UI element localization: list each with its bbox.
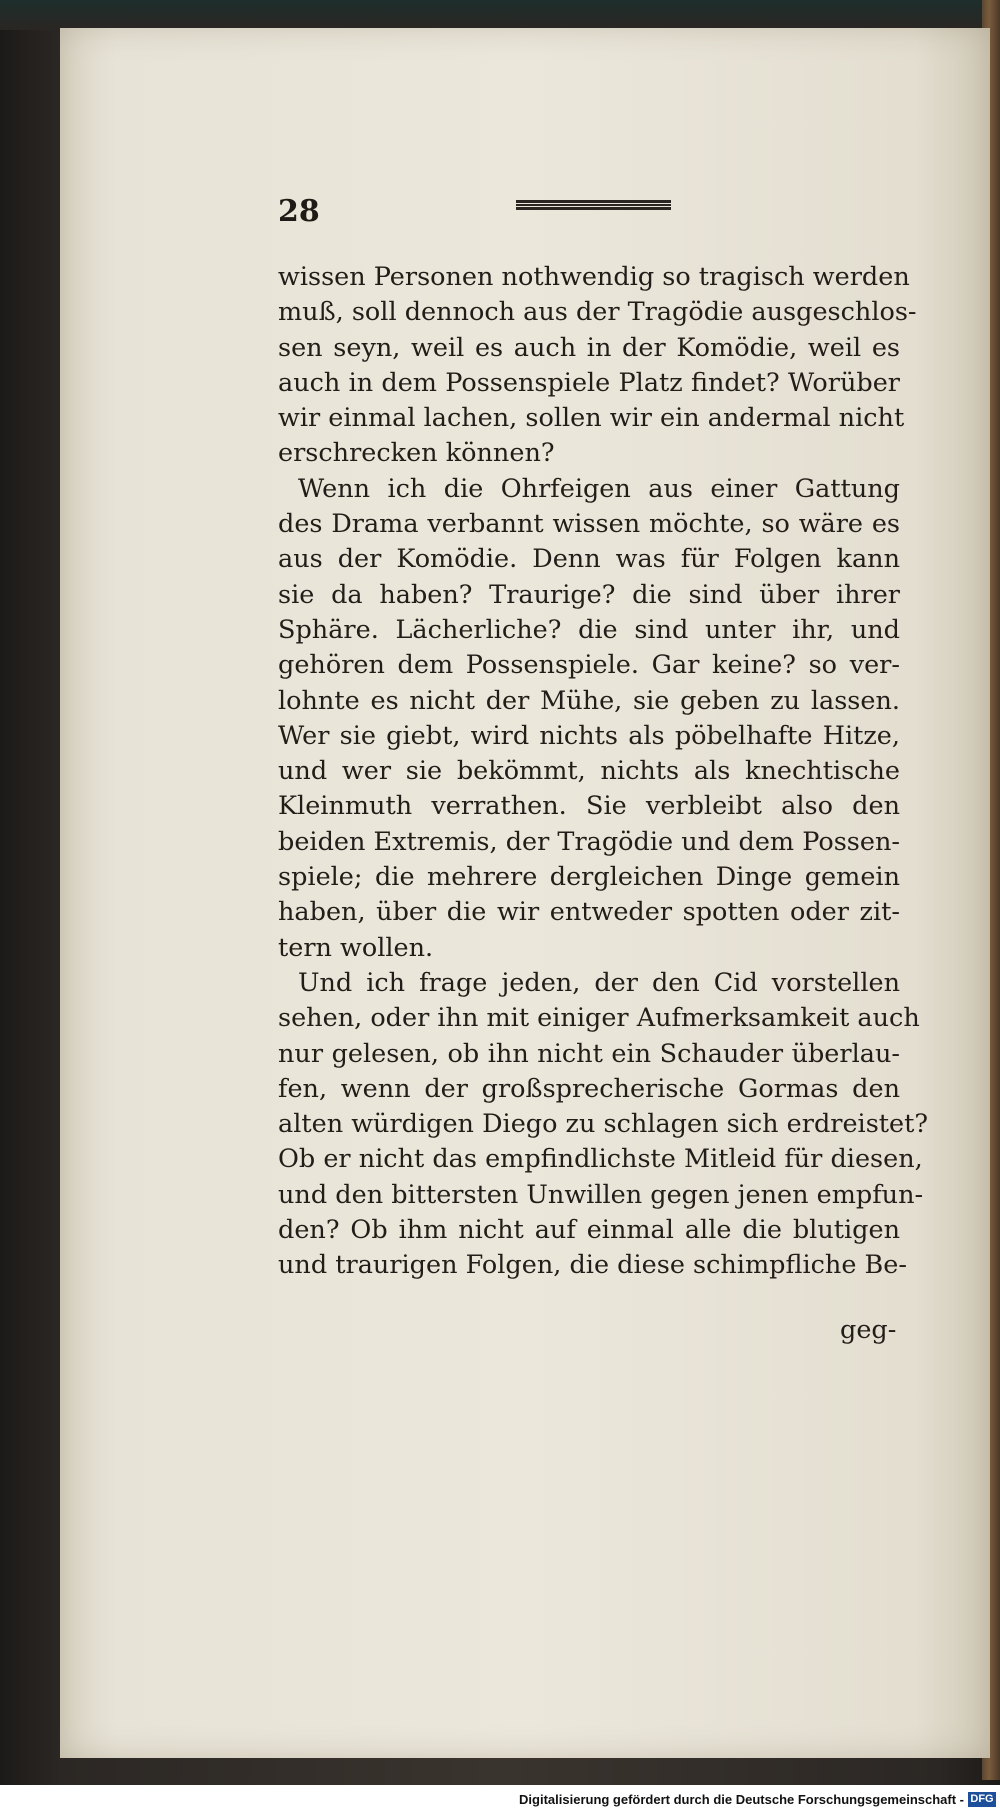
text-line: beiden Extremis, der Tragödie und dem Possen- bbox=[278, 826, 900, 857]
body-text bbox=[278, 260, 929, 1284]
text-line: sie da haben? Traurige? die sind über ihrer bbox=[278, 579, 900, 610]
text-line: und traurigen Folgen, die diese schimpfliche Be- bbox=[278, 1250, 907, 1281]
page-header bbox=[278, 194, 678, 234]
text-line: nur gelesen, ob ihn nicht ein Schauder überlau- bbox=[278, 1038, 900, 1069]
text-line: des Drama verbannt wissen möchte, so wäre es bbox=[278, 509, 900, 540]
text-line: und wer sie bekömmt, nichts als knechtische bbox=[278, 756, 900, 787]
text-line: wir einmal lachen, sollen wir ein andermal nicht bbox=[278, 403, 905, 434]
text-line: alten würdigen Diego zu schlagen sich erdreistet? bbox=[278, 1109, 929, 1140]
book-edge-top bbox=[0, 0, 1000, 30]
text-line: Und ich frage jeden, der den Cid vorstellen bbox=[298, 967, 900, 998]
text-line: lohnte es nicht der Mühe, sie geben zu lassen. bbox=[278, 685, 900, 716]
catchword: geg- bbox=[840, 1315, 897, 1345]
text-line: fen, wenn der großsprecherische Gormas den bbox=[278, 1073, 900, 1104]
text-line: erschrecken können? bbox=[278, 438, 555, 469]
text-line: tern wollen. bbox=[278, 932, 434, 963]
dfg-logo: DFG bbox=[968, 1792, 996, 1807]
text-line: Ob er nicht das empfindlichste Mitleid für diesen, bbox=[278, 1144, 923, 1175]
text-line: haben, über die wir entweder spotten oder zit- bbox=[278, 897, 900, 928]
text-line: wissen Personen nothwendig so tragisch werden bbox=[278, 262, 910, 292]
page-number: 28 bbox=[278, 194, 320, 229]
header-ornament-rule bbox=[516, 200, 671, 210]
text-line: auch in dem Possenspiele Platz findet? Worüber bbox=[278, 367, 900, 398]
text-line: Wer sie giebt, wird nichts als pöbelhafte Hitze, bbox=[278, 720, 900, 751]
funding-credit: Digitalisierung gefördert durch die Deutsche Forschungsgemeinschaft - bbox=[519, 1792, 964, 1807]
text-line: sen seyn, weil es auch in der Komödie, weil es bbox=[278, 332, 900, 363]
text-line: den? Ob ihm nicht auf einmal alle die blutigen bbox=[278, 1215, 900, 1246]
text-line: und den bittersten Unwillen gegen jenen empfun- bbox=[278, 1179, 924, 1210]
text-line: Sphäre. Lächerliche? die sind unter ihr, und bbox=[278, 614, 900, 645]
text-line: Kleinmuth verrathen. Sie verbleibt also den bbox=[278, 791, 900, 822]
text-line: Wenn ich die Ohrfeigen aus einer Gattung bbox=[298, 473, 900, 504]
text-line: sehen, oder ihn mit einiger Aufmerksamkeit auch bbox=[278, 1003, 920, 1034]
text-line: aus der Komödie. Denn was für Folgen kann bbox=[278, 544, 900, 575]
text-line: spiele; die mehrere dergleichen Dinge gemein bbox=[278, 862, 900, 893]
text-line: muß, soll dennoch aus der Tragödie ausgeschlos- bbox=[278, 297, 917, 328]
text-line: gehören dem Possenspiele. Gar keine? so ver- bbox=[278, 650, 900, 681]
footer-strip bbox=[0, 1785, 1000, 1811]
